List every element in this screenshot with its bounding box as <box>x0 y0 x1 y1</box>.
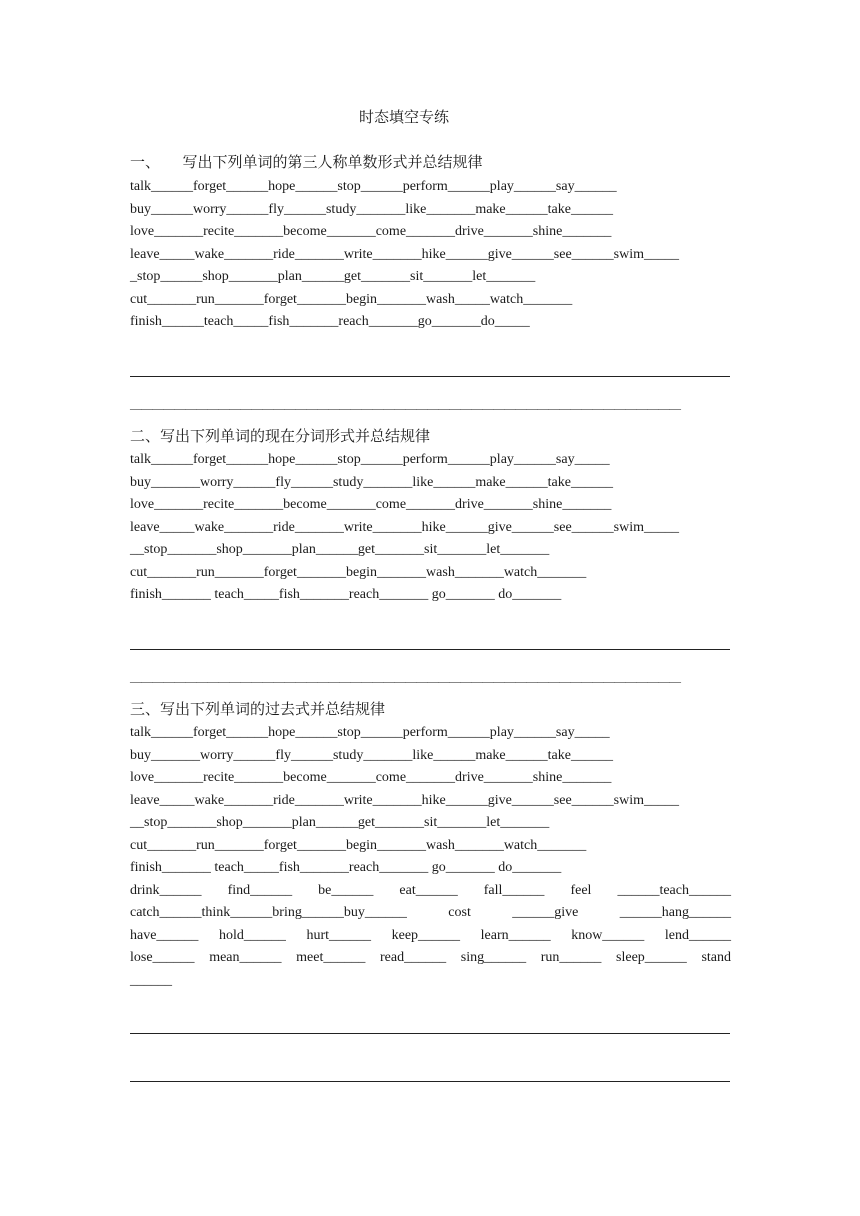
section-3-line-9: catch______think______bring______buy______ cost ______give ______hang______ <box>130 905 731 920</box>
section-2-line-5: __stop_______shop_______plan______get_______sit_______let_______ <box>130 542 550 557</box>
section-3-heading: 三、写出下列单词的过去式并总结规律 <box>130 702 386 718</box>
answer-rule <box>130 376 730 377</box>
section-2-line-2: buy_______worry______fly______study_______like______make______take______ <box>130 475 613 490</box>
section-1-line-4: leave_____wake_______ride_______write_______hike______give______see______swim_____ <box>130 247 680 262</box>
section-3-line-5: __stop_______shop_______plan______get_______sit_______let_______ <box>130 815 550 830</box>
section-1-line-1: talk______forget______hope______stop______perform______play______say______ <box>130 179 617 194</box>
answer-rule <box>130 649 730 650</box>
section-3-line-3: love_______recite_______become_______come_______drive_______shine_______ <box>130 770 612 785</box>
section-1-line-3: love_______recite_______become_______come_______drive_______shine_______ <box>130 224 612 239</box>
section-1-heading: 一、 写出下列单词的第三人称单数形式并总结规律 <box>130 155 483 171</box>
section-2-heading: 二、写出下列单词的现在分词形式并总结规律 <box>130 429 431 445</box>
section-1-line-5: _stop______shop_______plan______get_______sit_______let_______ <box>130 269 536 284</box>
section-3-line-4: leave_____wake_______ride_______write_______hike______give______see______swim_____ <box>130 793 680 808</box>
section-3-line-7: finish_______ teach_____fish_______reach_______ go_______ do_______ <box>130 860 562 875</box>
section-3-line-12: ______ <box>130 973 172 988</box>
section-3-line-1: talk______forget______hope______stop______perform______play______say_____ <box>130 725 610 740</box>
section-3-line-10: have______ hold______ hurt______ keep______ learn______ know______ lend______ <box>130 928 731 943</box>
section-1-line-6: cut_______run_______forget_______begin_______wash_____watch_______ <box>130 292 573 307</box>
page-title: 时态填空专练 <box>358 110 449 126</box>
section-3-line-2: buy_______worry______fly______study_______like______make______take______ <box>130 748 613 763</box>
section-3-line-6: cut_______run_______forget_______begin_______wash_______watch_______ <box>130 838 587 853</box>
section-2-line-6: cut_______run_______forget_______begin_______wash_______watch_______ <box>130 565 587 580</box>
section-2-line-1: talk______forget______hope______stop______perform______play______say_____ <box>130 452 610 467</box>
answer-rule <box>130 1033 730 1034</box>
section-1-line-2: buy______worry______fly______study_______like_______make______take______ <box>130 202 613 217</box>
section-2-line-3: love_______recite_______become_______come_______drive_______shine_______ <box>130 497 612 512</box>
section-3-line-11: lose______ mean______ meet______ read______ sing______ run______ sleep______ stand <box>130 950 731 965</box>
section-2-line-4: leave_____wake_______ride_______write_______hike______give______see______swim_____ <box>130 520 680 535</box>
dash-separator: —————————————————————————————————————————————————— <box>130 401 680 415</box>
section-2-line-7: finish_______ teach_____fish_______reach_______ go_______ do_______ <box>130 587 562 602</box>
answer-rule <box>130 1081 730 1082</box>
section-1-line-7: finish______teach_____fish_______reach_______go_______do_____ <box>130 314 530 329</box>
dash-separator: —————————————————————————————————————————————————— <box>130 674 680 688</box>
section-3-line-8: drink______ find______ be______ eat______ fall______ feel ______teach______ <box>130 883 731 898</box>
